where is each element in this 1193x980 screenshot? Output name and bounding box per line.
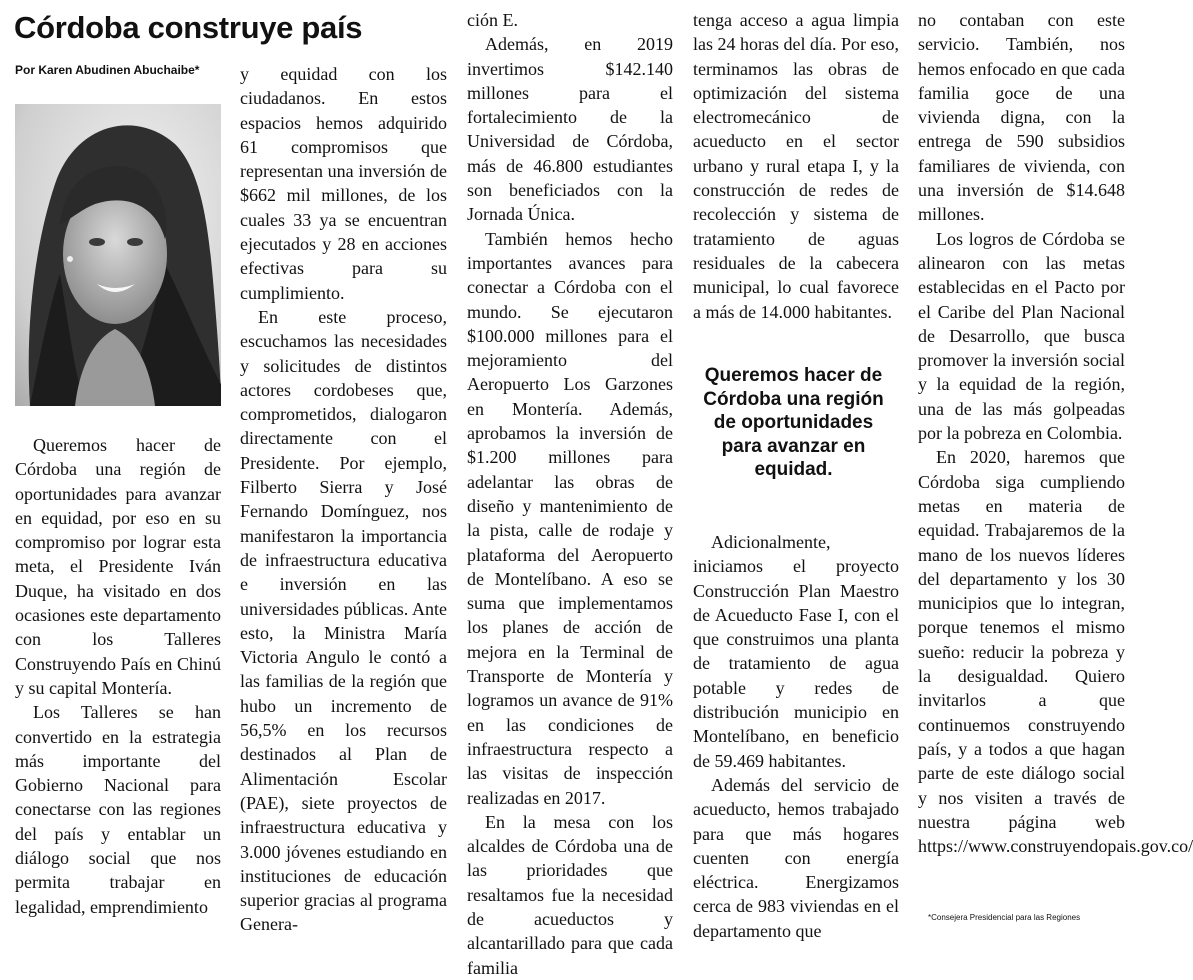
column-3 — [467, 8, 673, 980]
paragraph: Los Talleres se han convertido en la estrategia más importante del Gobierno Nacional para conectarse con las regiones del país y entablar un diálogo social que nos permita trabajar en legalidad, emprendimiento — [15, 702, 221, 917]
paragraph: En 2020, haremos que Córdoba siga cumpliendo metas en materia de equidad. Trabajaremos de la mano de los nuevos líderes del departamento y los 30 municipios que lo integran, porque tenemos el mismo sueño: reducir la pobreza y la desigualdad. Quiero invitarlos a que continuemos construyendo país, y a todos a que hagan parte de este diálogo social y nos visiten a través de nuestra página web https://www.construyendopais.gov.co/ — [918, 447, 1193, 857]
article-title: Córdoba construye país — [14, 10, 363, 45]
paragraph: Además del servicio de acueducto, hemos trabajado para que más hogares cuenten con energía eléctrica. Energizamos cerca de 983 viviendas en el departamento que — [693, 774, 899, 941]
byline: Por Karen Abudinen Abuchaibe* — [15, 63, 200, 77]
column-5 — [918, 8, 1193, 858]
footnote: *Consejera Presidencial para las Regiones — [928, 913, 1081, 922]
paragraph: no contaban con este servicio. También, nos hemos enfocado en que cada familia goce de una vivienda digna, con la entrega de 590 subsidios familiares de vivienda, con una inversión de $14.648 millones. — [918, 10, 1125, 225]
paragraph: y equidad con los ciudadanos. En estos espacios hemos adquirido 61 compromisos que representan una inversión de $662 mil millones, de los cuales 33 ya se encuentran ejecutados y 28 en acciones efectivas para su cumplimiento. — [240, 64, 447, 303]
pull-quote: Queremos hacer de Córdoba una región de oportunidades para avanzar en equidad. — [703, 365, 884, 480]
paragraph: Además, en 2019 invertimos $142.140 millones para el fortalecimiento de la Universidad de Córdoba, más de 46.800 estudiantes son beneficiados con la Jornada Única. — [467, 34, 673, 225]
paragraph: Los logros de Córdoba se alinearon con las metas establecidas en el Pacto por el Caribe del Plan Nacional de Desarrollo, que busca promover la inversión social y la equidad de la región, una de las más golpeadas por la pobreza en Colombia. — [918, 228, 1125, 444]
column-4-bottom — [693, 530, 899, 943]
author-photo — [15, 104, 221, 406]
paragraph: Queremos hacer de Córdoba una región de oportunidades para avanzar en equidad, por eso en su compromiso por lograr esta meta, el Presidente Iván Duque, ha visitado en dos ocasiones este departamento con los Talleres Construyendo País en Chinú y su capital Montería. — [15, 435, 221, 698]
paragraph: En la mesa con los alcaldes de Córdoba una de las prioridades que resaltamos fue la necesidad de acueductos y alcantarillado para que cada familia — [467, 811, 673, 978]
column-1 — [15, 433, 221, 919]
paragraph: En este proceso, escuchamos las necesidades y solicitudes de distintos actores cordobeses que, comprometidos, dialogaron directamente con el Presidente. Por ejemplo, Filberto Sierra y José Fernando Domínguez, nos manifestaron la importancia de infraestructura educativa e inversión en las universidades públicas. Ante esto, la Ministra María Victoria Angulo le contó a las familias de la región que hubo un incremento de 56,5% en los recursos destinados al Plan de Alimentación Escolar (PAE), siete proyectos de infraestructura educativa y 3.000 jóvenes estudiando en instituciones de educación superior gracias al programa Genera- — [240, 306, 447, 935]
column-4-top — [693, 8, 899, 324]
paragraph: Adicionalmente, iniciamos el proyecto Construcción Plan Maestro de Acueducto Fase I, con el que construimos una planta de tratamiento de agua potable y redes de distribución municipio en Montelíbano, en beneficio de 59.469 habitantes. — [693, 532, 899, 771]
paragraph: ción E. — [467, 10, 518, 30]
column-2 — [240, 62, 447, 937]
portrait-icon — [15, 104, 221, 406]
paragraph: También hemos hecho importantes avances para conectar a Córdoba con el mundo. Se ejecutaron $100.000 millones para el mejoramiento del Aeropuerto Los Garzones en Montería. Además, aprobamos la inversión de $1.200 millones para adelantar las obras de diseño y mantenimiento de la pista, calle de rodaje y plataforma del Aeropuerto de Montelíbano. A eso se suma que implementamos los planes de acción de mejora en la Terminal de Transporte de Montería y logramos un avance de 91% en las condiciones de infraestructura respecto a las visitas de inspección realizadas en 2017. — [467, 228, 673, 808]
paragraph: tenga acceso a agua limpia las 24 horas del día. Por eso, terminamos las obras de optimización del sistema electromecánico de acueducto en el sector urbano y rural etapa I, y la construcción de redes de recolección y sistema de tratamiento de aguas residuales de la cabecera municipal, lo cual favorece a más de 14.000 habitantes. — [693, 10, 899, 322]
